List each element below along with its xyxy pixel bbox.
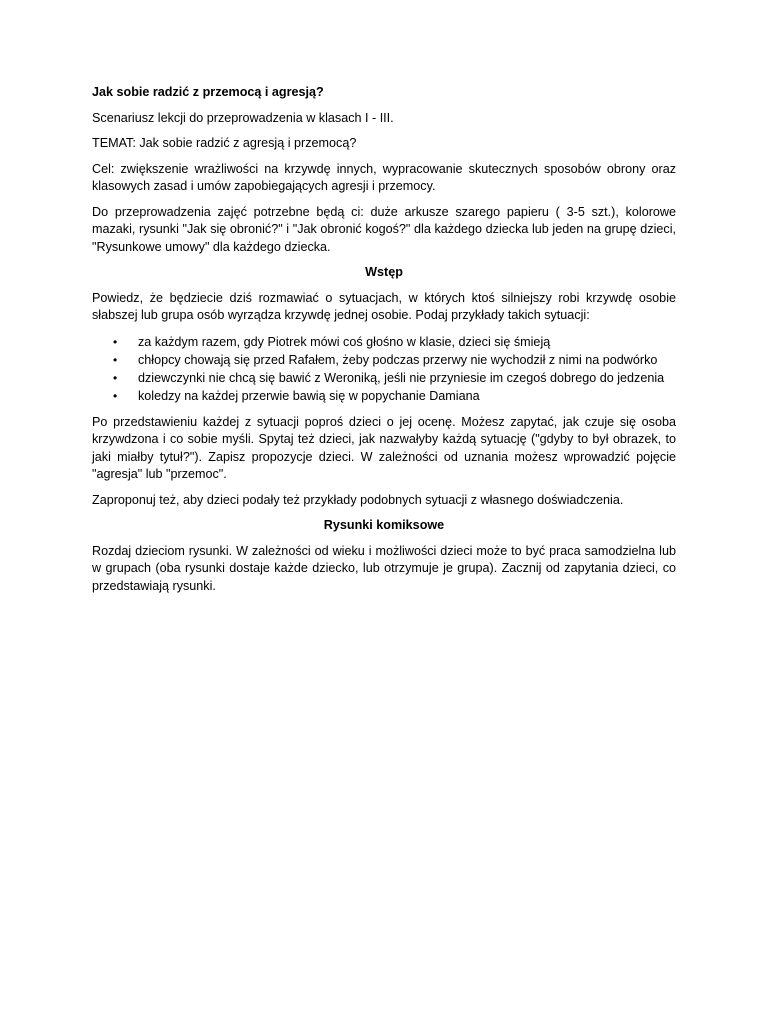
list-item (92, 369, 676, 387)
lesson-goal: Cel: zwiększenie wrażliwości na krzywdę innych, wypracowanie skutecznych sposobów obrony oraz klasowych zasad i umów zapobiegających agresji i przemocy. (92, 161, 676, 193)
list-item-text: koledzy na każdej przerwie bawią się w popychanie Damiana (138, 388, 480, 403)
lesson-topic: TEMAT: Jak sobie radzić z agresją i przemocą? (92, 136, 357, 150)
document-page (92, 84, 676, 603)
bullet-icon: • (113, 370, 118, 385)
list-item-text: za każdym razem, gdy Piotrek mówi coś głośno w klasie, dzieci się śmieją (138, 334, 551, 349)
own-examples-paragraph: Zaproponuj też, aby dzieci podały też przykłady podobnych sytuacji z własnego doświadczenia. (92, 492, 624, 507)
document-subtitle: Scenariusz lekcji do przeprowadzenia w klasach I - III. (92, 110, 394, 125)
lesson-materials: Do przeprowadzenia zajęć potrzebne będą ci: duże arkusze szarego papieru ( 3-5 szt.), kolorowe mazaki, rysunki "Jak się obronić?" i "Jak obronić kogoś?" dla każdego dziecka lub jeden na grupę dzieci, "Rysunkowe umowy" dla każdego dziecka. (92, 204, 676, 254)
list-item-text: dziewczynki nie chcą się bawić z Weroniką, jeśli nie przyniesie im czegoś dobrego do jedzenia (138, 370, 665, 385)
bullet-icon: • (113, 334, 118, 349)
document-title: Jak sobie radzić z przemocą i agresją? (92, 85, 324, 99)
intro-paragraph: Powiedz, że będziecie dziś rozmawiać o sytuacjach, w których ktoś silniejszy robi krzywdę osobie słabszej lub grupa osób wyrządza krzywdę jednej osobie. Podaj przykłady takich sytuacji: (92, 290, 676, 322)
list-item (92, 333, 676, 351)
section-heading-intro: Wstęp (365, 265, 403, 279)
situations-list (92, 333, 676, 405)
bullet-icon: • (113, 388, 118, 403)
section-heading-comics: Rysunki komiksowe (323, 518, 445, 532)
list-item-text: chłopcy chowają się przed Rafałem, żeby podczas przerwy nie wychodził z nimi na podwórko (138, 352, 658, 367)
list-item (92, 351, 676, 369)
bullet-icon: • (113, 352, 118, 367)
comics-paragraph: Rozdaj dzieciom rysunki. W zależności od wieku i możliwości dzieci może to być praca samodzielna lub w grupach (oba rysunki dostaje każde dziecko, lub otrzymuje je grupa). Zacznij od zapytania dzieci, co przedstawiają rysunki. (92, 543, 676, 593)
list-item (92, 387, 676, 405)
evaluation-paragraph: Po przedstawieniu każdej z sytuacji poproś dzieci o jej ocenę. Możesz zapytać, jak czuje się osoba krzywdzona i co sobie myśli. Spytaj też dzieci, jak nazwałyby każdą sytuację ("gdyby to był obrazek, to jaki miałby tytuł?"). Zapisz propozycje dzieci. W zależności od uznania możesz wprowadzić pojęcie "agresja" lub "przemoc". (92, 414, 676, 481)
